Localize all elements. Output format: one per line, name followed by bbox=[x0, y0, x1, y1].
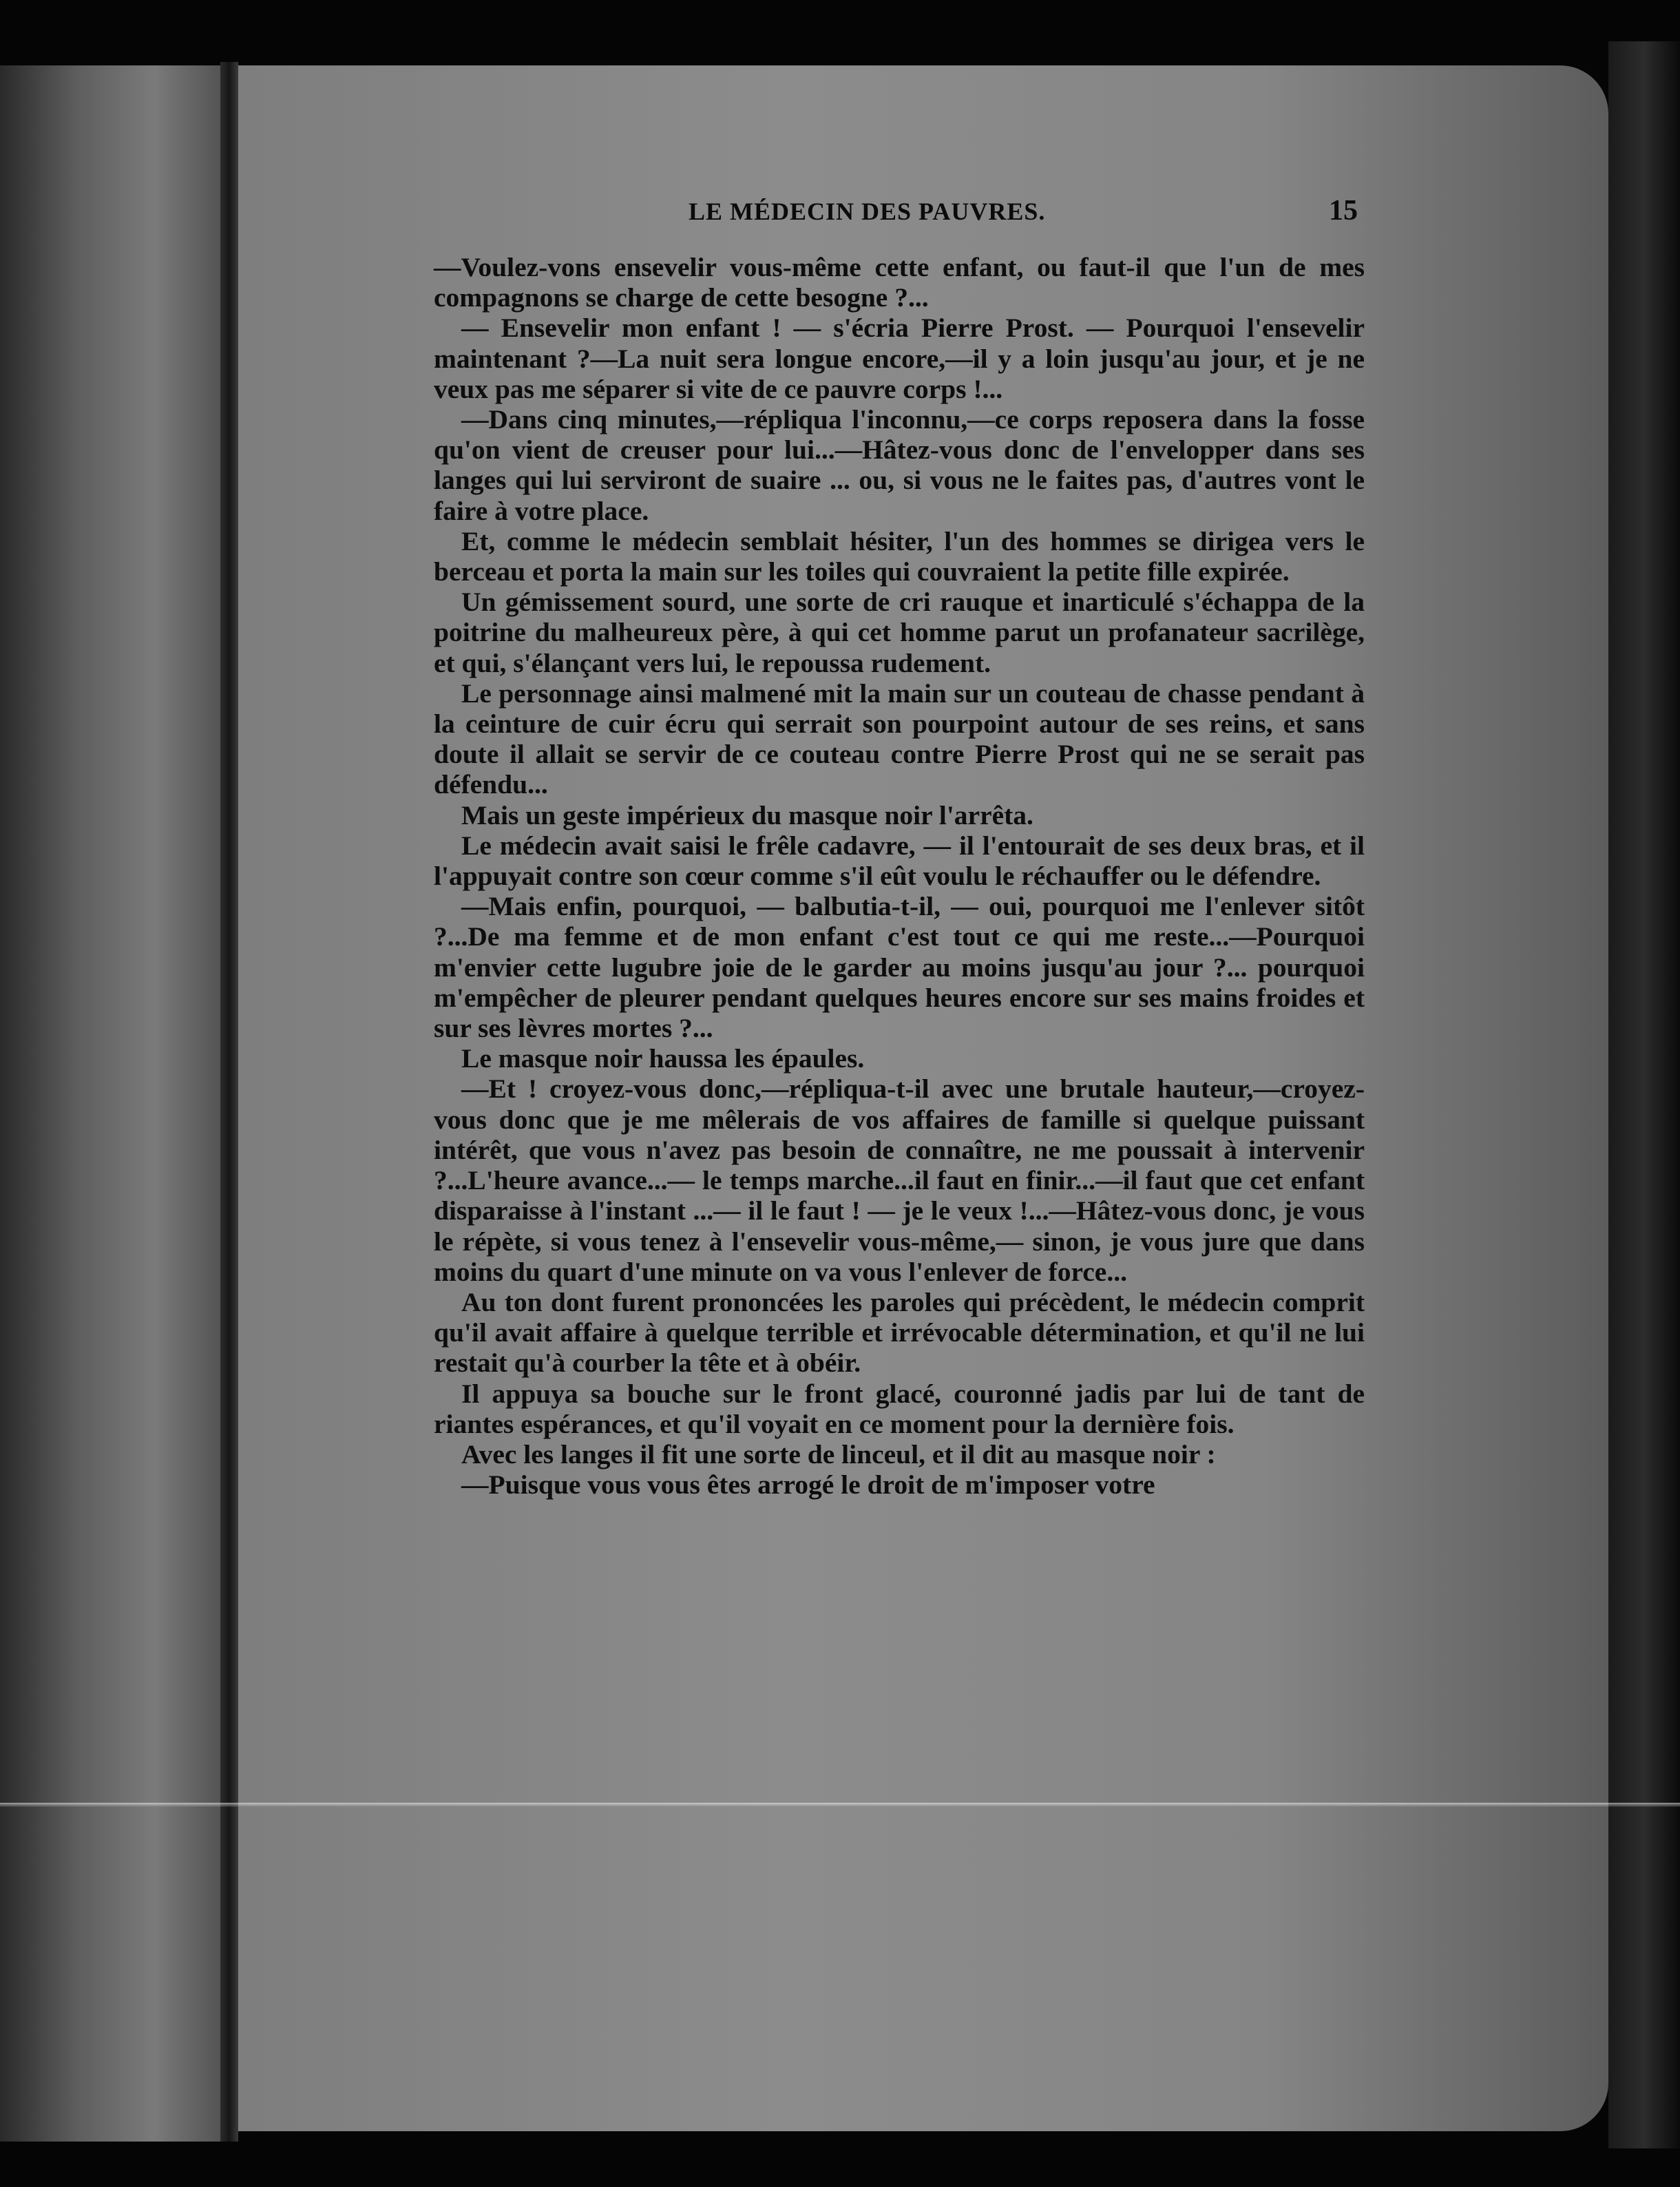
paragraph: Le masque noir haussa les épaules. bbox=[461, 1043, 865, 1074]
paragraph: — Ensevelir mon enfant ! — s'écria Pierre Prost. — Pourquoi l'ensevelir maintenant ?—La nuit sera longue encore,—il y a loin jusqu'au jour, et je ne veux pas me séparer si vite de ce pauvre corps !... bbox=[434, 313, 1365, 404]
paragraph: —Dans cinq minutes,—répliqua l'inconnu,—ce corps reposera dans la fosse qu'on vient de creuser pour lui...—Hâtez-vous donc de l'envelopper dans ses langes qui lui serviront de suaire ... ou, si vous ne le faites pas, d'autres vont le faire à votre place. bbox=[434, 404, 1365, 526]
paragraph: —Et ! croyez-vous donc,—répliqua-t-il avec une brutale hauteur,—croyez-vous donc que je me mêlerais de vos affaires de famille si quelque puissant intérêt, que vous n'avez pas besoin de connaître, ne me poussait à intervenir ?...L'heure avance...— le temps marche...il faut en finir...—il faut que cet enfant disparaisse à l'instant ...— il le faut ! — je le veux !...—Hâtez-vous donc, je vous le répète, si vous tenez à l'ensevelir vous-même,— sinon, je vous jure que dans moins du quart d'une minute on va vous l'enlever de force... bbox=[434, 1074, 1365, 1287]
paragraph: Au ton dont furent prononcées les paroles qui précèdent, le médecin comprit qu'il avait affaire à quelque terrible et irrévocable détermination, et qu'il ne lui restait qu'à courber la tête et à obéir. bbox=[434, 1286, 1365, 1379]
paragraph: Mais un geste impérieux du masque noir l'arrêta. bbox=[461, 799, 1033, 830]
paragraph: Il appuya sa bouche sur le front glacé, couronné jadis par lui de tant de riantes espérances, et qu'il voyait en ce moment pour la dernière fois. bbox=[434, 1378, 1365, 1439]
page-number: 15 bbox=[1329, 195, 1358, 227]
paragraph: Un gémissement sourd, une sorte de cri rauque et inarticulé s'échappa de la poitrine du malheureux père, à qui cet homme parut un profanateur sacrilège, et qui, s'élançant vers lui, le repoussa rudement. bbox=[434, 587, 1365, 678]
paragraph: Le médecin avait saisi le frêle cadavre, — il l'entourait de ses deux bras, et il l'appuyait contre son cœur comme s'il eût voulu le réchauffer ou le défendre. bbox=[434, 830, 1365, 892]
right-page-edge bbox=[1608, 41, 1680, 2148]
paragraph: —Puisque vous vous êtes arrogé le droit de m'imposer votre bbox=[461, 1469, 1155, 1500]
paragraph: Avec les langes il fit une sorte de linceul, et il dit au masque noir : bbox=[461, 1438, 1216, 1469]
book-gutter bbox=[220, 62, 238, 2142]
paragraph: Et, comme le médecin semblait hésiter, l'un des hommes se dirigea vers le berceau et porta la main sur les toiles qui couvraient la petite fille expirée. bbox=[434, 525, 1365, 587]
running-title: LE MÉDECIN DES PAUVRES. bbox=[689, 198, 1046, 225]
scan-artifact-line bbox=[0, 1803, 1680, 1807]
paragraph: —Voulez-vons ensevelir vous-même cette enfant, ou faut-il que l'un de mes compagnons se charge de cette besogne ?... bbox=[434, 252, 1365, 313]
paragraph: Le personnage ainsi malmené mit la main sur un couteau de chasse pendant à la ceinture de cuir écru qui serrait son pourpoint autour de ses reins, et sans doute il allait se servir de ce couteau contre Pierre Prost qui ne se serait pas défendu... bbox=[434, 678, 1365, 800]
left-page-edge bbox=[0, 65, 220, 2142]
paragraph: —Mais enfin, pourquoi, — balbutia-t-il, — oui, pourquoi me l'enlever sitôt ?...De ma femme et de mon enfant c'est tout ce qui me reste...—Pourquoi m'envier cette lugubre joie de le garder au moins jusqu'au jour ?... pourquoi m'empêcher de pleurer pendant quelques heures encore sur ses mains froides et sur ses lèvres mortes ?... bbox=[434, 891, 1365, 1044]
body-text bbox=[434, 252, 1365, 1884]
